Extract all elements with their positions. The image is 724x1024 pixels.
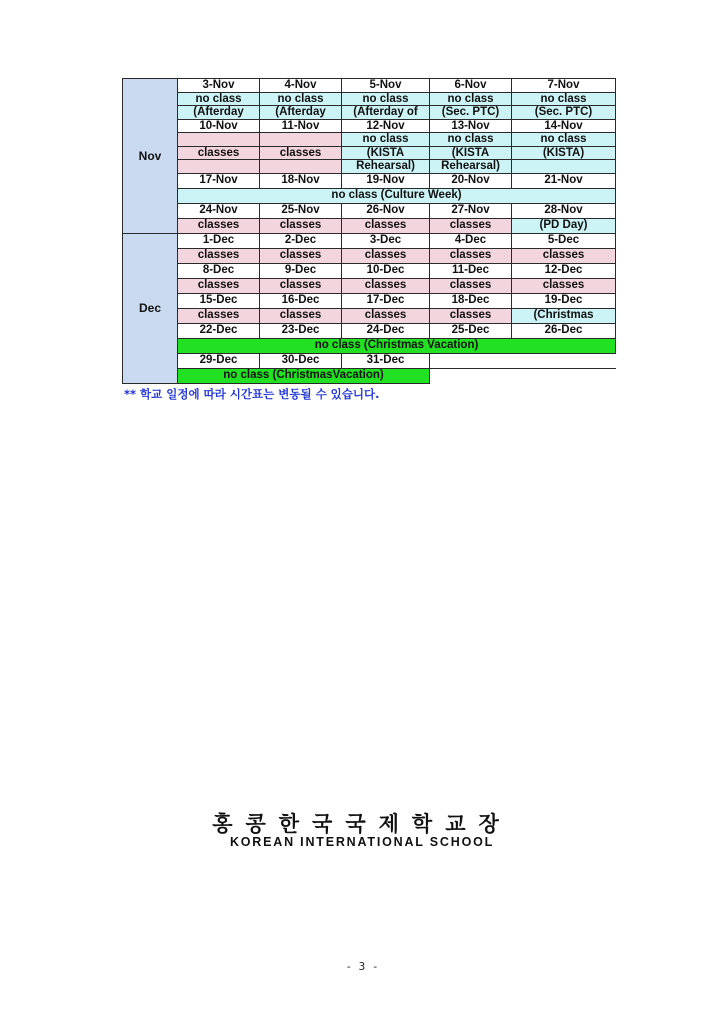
schedule-event-cell: no class (Christmas Vacation) <box>178 338 616 353</box>
schedule-row <box>123 353 616 368</box>
schedule-status-cell: (KISTA) <box>512 146 616 160</box>
schedule-row <box>123 218 616 233</box>
schedule-status-cell: classes <box>178 278 260 293</box>
schedule-status-cell <box>430 368 616 383</box>
schedule-status-cell: (Afterday <box>260 106 342 120</box>
date-cell: 4-Dec <box>430 233 512 248</box>
schedule-row <box>123 146 616 160</box>
schedule-status-cell: classes <box>342 308 430 323</box>
date-cell: 28-Nov <box>512 203 616 218</box>
date-cell: 25-Dec <box>430 323 512 338</box>
schedule-status-cell: classes <box>342 218 430 233</box>
page-number: - 3 - <box>345 960 379 973</box>
date-cell: 9-Dec <box>260 263 342 278</box>
schedule-status-cell: no class <box>430 92 512 106</box>
schedule-event-cell: no class (ChristmasVacation) <box>178 368 430 383</box>
schedule-status-cell: no class <box>178 92 260 106</box>
date-cell: 10-Dec <box>342 263 430 278</box>
school-name-english: KOREAN INTERNATIONAL SCHOOL <box>229 835 495 849</box>
schedule-status-cell <box>178 160 260 174</box>
schedule-status-cell: classes <box>260 146 342 160</box>
date-cell: 14-Nov <box>512 119 616 133</box>
schedule-status-cell: (KISTA <box>342 146 430 160</box>
schedule-row <box>123 160 616 174</box>
schedule-event-cell: no class (Culture Week) <box>178 188 616 203</box>
schedule-status-cell: (Sec. PTC) <box>430 106 512 120</box>
schedule-row <box>123 248 616 263</box>
schedule-status-cell <box>260 133 342 147</box>
schedule-row <box>123 323 616 338</box>
schedule-status-cell: classes <box>342 278 430 293</box>
schedule-row <box>123 79 616 93</box>
schedule-status-cell: no class <box>430 133 512 147</box>
schedule-status-cell: classes <box>430 278 512 293</box>
date-cell: 26-Nov <box>342 203 430 218</box>
date-cell: 17-Dec <box>342 293 430 308</box>
schedule-row <box>123 92 616 106</box>
schedule-status-cell: no class <box>512 133 616 147</box>
schedule-status-cell: classes <box>430 248 512 263</box>
schedule-status-cell: classes <box>178 248 260 263</box>
date-cell: 10-Nov <box>178 119 260 133</box>
date-cell: 16-Dec <box>260 293 342 308</box>
date-cell: 4-Nov <box>260 79 342 93</box>
schedule-status-cell: classes <box>430 218 512 233</box>
schedule-status-cell: classes <box>260 278 342 293</box>
schedule-row <box>123 338 616 353</box>
schedule-status-cell <box>260 160 342 174</box>
date-cell: 19-Nov <box>342 173 430 188</box>
date-cell: 1-Dec <box>178 233 260 248</box>
schedule-status-cell: no class <box>342 133 430 147</box>
date-cell: 19-Dec <box>512 293 616 308</box>
schedule-note: ** 학교 일정에 따라 시간표는 변동될 수 있습니다. <box>124 387 380 401</box>
date-cell: 7-Nov <box>512 79 616 93</box>
schedule-row <box>123 106 616 120</box>
date-cell: 18-Dec <box>430 293 512 308</box>
schedule-row <box>123 133 616 147</box>
schedule-table <box>122 78 616 384</box>
schedule-status-cell: classes <box>342 248 430 263</box>
schedule-status-cell: (Afterday of <box>342 106 430 120</box>
date-cell: 30-Dec <box>260 353 342 368</box>
schedule-status-cell: no class <box>342 92 430 106</box>
date-cell: 8-Dec <box>178 263 260 278</box>
schedule-row <box>123 233 616 248</box>
date-cell: 26-Dec <box>512 323 616 338</box>
schedule-status-cell: classes <box>260 248 342 263</box>
date-cell: 5-Nov <box>342 79 430 93</box>
schedule-status-cell <box>178 133 260 147</box>
date-cell: 17-Nov <box>178 173 260 188</box>
schedule-status-cell: classes <box>260 308 342 323</box>
date-cell: 5-Dec <box>512 233 616 248</box>
schedule-status-cell: Rehearsal) <box>430 160 512 174</box>
date-cell: 12-Nov <box>342 119 430 133</box>
schedule-status-cell: classes <box>430 308 512 323</box>
schedule-row <box>123 278 616 293</box>
date-cell: 20-Nov <box>430 173 512 188</box>
school-name-korean: 홍콩한국국제학교장 <box>212 812 512 836</box>
date-cell: 29-Dec <box>178 353 260 368</box>
schedule-status-cell: (PD Day) <box>512 218 616 233</box>
date-cell: 13-Nov <box>430 119 512 133</box>
date-cell: 15-Dec <box>178 293 260 308</box>
date-cell: 11-Nov <box>260 119 342 133</box>
schedule-status-cell: (Sec. PTC) <box>512 106 616 120</box>
date-cell: 27-Nov <box>430 203 512 218</box>
date-cell: 3-Dec <box>342 233 430 248</box>
month-label: Nov <box>123 79 178 234</box>
schedule-row <box>123 119 616 133</box>
date-cell: 31-Dec <box>342 353 430 368</box>
schedule-status-cell: classes <box>178 146 260 160</box>
schedule-status-cell: classes <box>178 308 260 323</box>
schedule-status-cell: classes <box>178 218 260 233</box>
date-cell: 2-Dec <box>260 233 342 248</box>
date-cell: 22-Dec <box>178 323 260 338</box>
schedule-status-cell: (Christmas <box>512 308 616 323</box>
schedule-status-cell: classes <box>260 218 342 233</box>
schedule-row <box>123 188 616 203</box>
date-cell: 6-Nov <box>430 79 512 93</box>
date-cell: 3-Nov <box>178 79 260 93</box>
schedule-row <box>123 308 616 323</box>
schedule-status-cell: (KISTA <box>430 146 512 160</box>
date-cell: 23-Dec <box>260 323 342 338</box>
date-cell: 21-Nov <box>512 173 616 188</box>
date-cell: 11-Dec <box>430 263 512 278</box>
date-cell <box>430 353 616 368</box>
date-cell: 18-Nov <box>260 173 342 188</box>
schedule-row <box>123 263 616 278</box>
schedule-status-cell: Rehearsal) <box>342 160 430 174</box>
schedule-status-cell <box>512 160 616 174</box>
schedule-row <box>123 203 616 218</box>
schedule-status-cell: (Afterday <box>178 106 260 120</box>
schedule-status-cell: no class <box>512 92 616 106</box>
date-cell: 12-Dec <box>512 263 616 278</box>
schedule-status-cell: no class <box>260 92 342 106</box>
schedule-row <box>123 293 616 308</box>
date-cell: 24-Dec <box>342 323 430 338</box>
schedule-status-cell: classes <box>512 248 616 263</box>
month-label: Dec <box>123 233 178 383</box>
date-cell: 24-Nov <box>178 203 260 218</box>
schedule-row <box>123 173 616 188</box>
date-cell: 25-Nov <box>260 203 342 218</box>
schedule-status-cell: classes <box>512 278 616 293</box>
schedule-row <box>123 368 616 383</box>
